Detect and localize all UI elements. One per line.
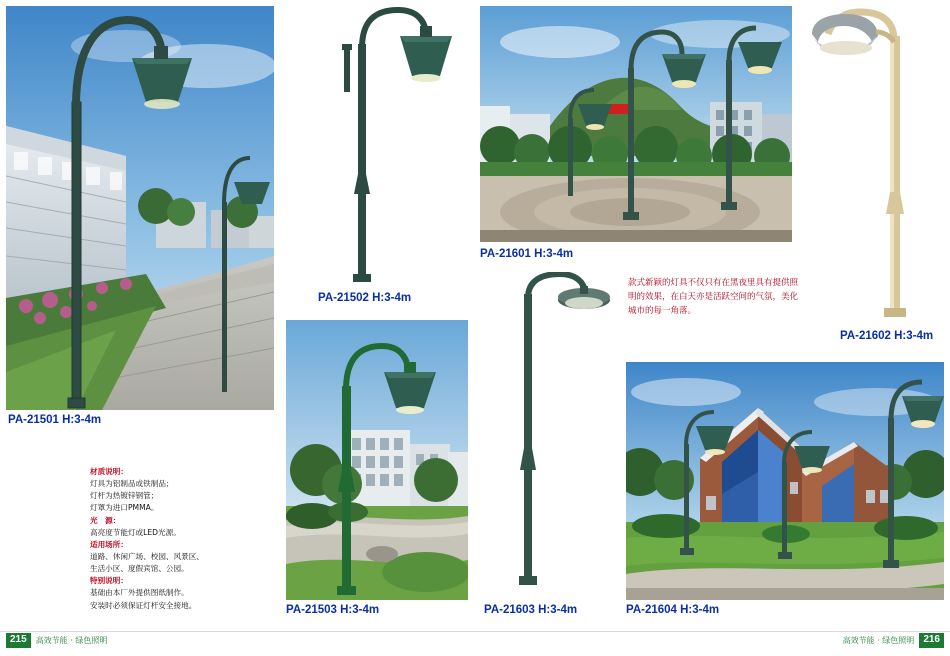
- product-photo-PA-21601: [480, 6, 792, 242]
- caption-PA-21503: PA-21503 H:3-4m: [286, 604, 380, 616]
- product-photo-PA-21604: [626, 362, 944, 600]
- footer-text-left: 高效节能 · 绿色照明: [35, 635, 108, 645]
- caption-PA-21602: PA-21602 H:3-4m: [840, 330, 934, 342]
- footer-left: [6, 632, 107, 648]
- caption-PA-21604: PA-21604 H:3-4m: [626, 604, 720, 616]
- caption-PA-21601: PA-21601 H:3-4m: [480, 248, 574, 260]
- spec-line-3: 光 源：: [90, 515, 121, 525]
- photo-art-PA-21501: [6, 6, 274, 410]
- product-photo-PA-21603: [484, 272, 614, 600]
- photo-art-PA-21503: [286, 320, 468, 600]
- product-photo-PA-21602: [806, 6, 944, 322]
- description-paragraph: 款式新颖的灯具不仅只有在黑夜里具有提供照明的效果，在白天亦是活跃空间的气氛，美化城市的每一角落。: [628, 278, 799, 317]
- photo-art-PA-21604: [626, 362, 944, 600]
- product-photo-PA-21502: [282, 6, 466, 288]
- spec-line-2: 灯罩为进口PMMA。: [90, 503, 159, 513]
- product-photo-PA-21503: [286, 320, 468, 600]
- spec-line-1: 灯杆为热镀锌钢管；: [90, 491, 159, 501]
- caption-PA-21501: PA-21501 H:3-4m: [8, 414, 102, 426]
- page-number-right: 216: [919, 633, 944, 648]
- spec-line-7: 生活小区、度假宾馆、公园。: [90, 564, 189, 574]
- spec-line-10: 安装时必须保证灯杆安全接地。: [90, 600, 197, 610]
- material-spec-block: [90, 466, 305, 612]
- spec-line-4: 高亮度节能灯或LED光源。: [90, 527, 181, 537]
- spec-line-8: 特别说明：: [90, 576, 128, 586]
- caption-PA-21502: PA-21502 H:3-4m: [318, 292, 412, 304]
- photo-art-PA-21602: [806, 6, 944, 322]
- product-photo-PA-21501: [6, 6, 274, 410]
- spec-line-5: 适用场所：: [90, 539, 128, 549]
- footer-divider: [0, 631, 950, 632]
- spec-line-9: 基础由本厂外提供图纸制作。: [90, 588, 189, 598]
- photo-art-PA-21502: [282, 6, 466, 288]
- spec-line-0: 灯具为铝制品或铁制品；: [90, 479, 174, 489]
- photo-art-PA-21603: [484, 272, 614, 600]
- page-number-left: 215: [6, 633, 31, 648]
- footer-text-right: 高效节能 · 绿色照明: [842, 635, 915, 645]
- caption-PA-21603: PA-21603 H:3-4m: [484, 604, 578, 616]
- spec-title: 材质说明：: [90, 467, 128, 476]
- photo-art-PA-21601: [480, 6, 792, 242]
- footer-right: [843, 632, 944, 648]
- spec-line-6: 道路、休闲广场、校园、风景区、: [90, 551, 204, 561]
